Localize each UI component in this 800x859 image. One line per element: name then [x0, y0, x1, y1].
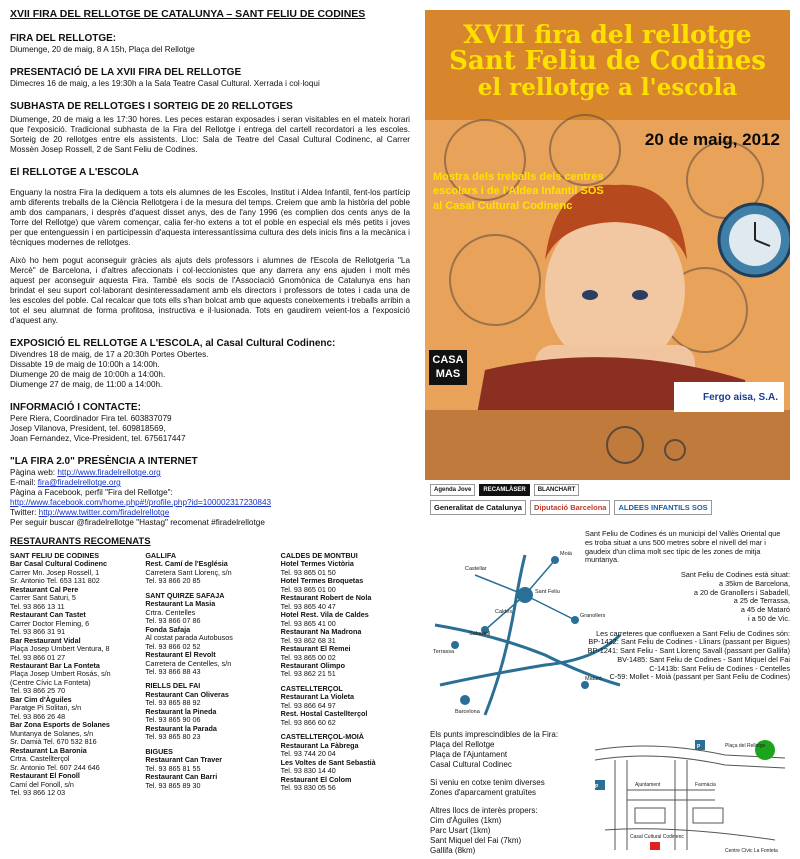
roads-block — [585, 630, 790, 683]
restaurant-name: Bar Restaurant Vidal — [10, 635, 81, 645]
twitter-line — [10, 508, 410, 518]
poster-subtitle-line: Mostra dels treballs dels centres — [433, 171, 604, 183]
restaurant-detail: Carretera de Centelles, s/n — [145, 658, 232, 668]
sponsor-logo: RECAMLÀSER — [479, 484, 529, 496]
situat-block — [585, 571, 790, 624]
escola-paragraph-2: Això ho hem pogut aconseguir gràcies als ajuts dels professors i alumnes de l'Escola de Rellotgeria "La Mercè" de Barcelona, i d'altres afeccionats i col·leccionistes que any darrera any ens ajuden i molt més aquest per aconseguir aquesta Fira. També els socis de l'Associació Gnomònica de Catalunya ens han brindat el seu suport col·laborant desinteressadament amb els directors i professors de totes i cada una de les escoles del poble. Cal recalcar que tots ells s'han bolcat amb que aquests coneixements i treballs arribin a tot el seu alumnat de forma profitosa, instructiva e il·lusionada. Tots en gaudirem veient-los a l'exposició d'aquest any. — [10, 255, 410, 325]
map-label: Granollers — [580, 613, 606, 619]
restaurant-name: Restaurant Can Traver — [145, 755, 223, 765]
restaurant-detail: Carrer Doctor Fleming, 6 — [10, 618, 90, 628]
restaurant-detail: Tel. 93 866 26 48 — [10, 711, 66, 721]
map-label: Ajuntament — [635, 782, 661, 788]
restaurant-name: Les Voltes de Sant Sebastià — [280, 757, 376, 767]
restaurant-detail: Tel. 93 866 25 70 — [10, 686, 66, 696]
document-text-column — [10, 8, 410, 856]
contacte-line: Joan Fernandez, Vice-President, tel. 675617447 — [10, 433, 186, 443]
restaurant-name: Restaurant Can Tastet — [10, 610, 86, 620]
web-link[interactable]: http://www.firadelrellotge.org — [57, 468, 161, 478]
twitter-label: Twitter: — [10, 508, 39, 518]
lloc-item: Cim d'Àguiles (1km) — [430, 816, 502, 825]
restaurant-detail: Tel. 93 830 05 56 — [280, 783, 336, 793]
restaurants-heading: RESTAURANTS RECOMENATS — [10, 536, 151, 548]
restaurant-name: Restaurant La Baronia — [10, 745, 87, 755]
restaurant-detail: Tel. 93 862 68 31 — [280, 635, 336, 645]
restaurant-town: GALLIFA — [145, 550, 177, 560]
restaurant-detail: Tel. 93 865 01 00 — [280, 584, 336, 594]
restaurant-detail: Crtra. Castellterçol — [10, 754, 70, 764]
email-link[interactable]: fira@firadelrellotge.org — [37, 478, 121, 488]
parking-label: P — [595, 784, 599, 790]
road-line: BP-1241: Sant Feliu - Sant Llorenç Savall (passant per Gallifa) — [587, 646, 790, 655]
sponsor-logo: ALDEES INFANTILS SOS — [614, 500, 711, 515]
restaurant-town: CASTELLTERÇOL — [280, 683, 343, 693]
restaurant-name: Restaurant Cal Pere — [10, 584, 79, 594]
restaurant-detail: Muntanya de Solanes, s/n — [10, 728, 94, 738]
exposicio-line: Dissabte 19 de maig de 10:00h a 14:00h. — [10, 359, 160, 369]
restaurants-column — [10, 552, 139, 798]
restaurant-name: Rest. Camí de l'Església — [145, 559, 228, 569]
map-label: Caldes — [495, 609, 513, 615]
restaurant-detail: Tel. 93 865 89 30 — [145, 780, 201, 790]
restaurant-detail: Al costat parada Autobusos — [145, 633, 233, 643]
map-label: Sant Feliu — [535, 589, 560, 595]
restaurant-town: CALDES DE MONTBUI — [280, 550, 358, 560]
llocs-heading: Altres llocs de interès propers: — [430, 806, 538, 815]
restaurant-detail: (Centre Cívic La Fonteta) — [10, 677, 91, 687]
roads-heading: Les carreteres que confluexen a Sant Feliu de Codines són: — [596, 628, 790, 638]
restaurant-town: SANT FELIU DE CODINES — [10, 550, 100, 560]
poster-image — [425, 10, 790, 480]
restaurant-town: CASTELLTERÇOL-MOIÀ — [280, 732, 364, 742]
map-label: Sabadell — [469, 631, 491, 637]
restaurant-detail: Plaça Josep Umbert Rosás, s/n — [10, 669, 111, 679]
fira-point: Plaça de l'Ajuntament — [430, 750, 508, 759]
map-label: Casal Cultural Codinenc — [630, 834, 684, 840]
lloc-item: Parc Usart (1km) — [430, 826, 491, 835]
escola-heading: El RELLOTGE A L'ESCOLA — [10, 167, 139, 179]
exposicio-line: Divendres 18 de maig, de 17 a 20:30h Portes Obertes. — [10, 349, 209, 359]
restaurant-name: Hotel Termes Victòria — [280, 559, 354, 569]
map-label: Mataró — [585, 676, 603, 682]
lloc-item: Sant Miquel del Fai (7km) — [430, 836, 522, 845]
restaurant-detail: Sr. Antonio Tel. 653 131 802 — [10, 576, 100, 586]
restaurant-detail: Tel. 93 865 90 06 — [145, 715, 201, 725]
map-label: Centre Cívic La Fonteta — [725, 848, 778, 854]
restaurants-columns — [10, 552, 410, 798]
restaurant-detail: Tel. 93 866 20 85 — [145, 576, 201, 586]
situat-line: a 35km de Barcelona, — [719, 578, 790, 588]
restaurant-name: Hotel Termes Broquetas — [280, 576, 364, 586]
situat-line: a 45 de Mataró — [740, 605, 790, 614]
map-label: Moià — [560, 551, 572, 557]
email-label: E-mail: — [10, 478, 38, 488]
restaurant-name: Restaurant El Fonoll — [10, 771, 80, 781]
presentacio-text: Dimecres 16 de maig, a les 19:30h a la Sala Teatre Casal Cultural. Xerrada i col·loqui — [10, 79, 320, 89]
subhasta-text: Diumenge, 20 de maig a les 17:30 hores. Les peces estaran exposades i seran visitables en el mateix horari que l'exposició. Tradicional subhasta de la Fira del Rellotge i entrega del cartell recordatori a les escoles. Sorteig de 20 rellotges entre els assistents. Lloc: Sala de Teatre del Casal Cultural Codinenc, al Carrer Mossèn Josep Rossell, 2 de Sant Feliu de Codines. — [10, 115, 410, 155]
situat-heading: Sant Feliu de Codines està situat: — [680, 570, 790, 579]
restaurant-detail: Tel. 93 865 00 02 — [280, 652, 336, 662]
restaurant-detail: Crtra. Centelles — [145, 607, 196, 617]
map-label: Plaça del Rellotge — [725, 743, 766, 749]
restaurant-name: Restaurant El Revolt — [145, 650, 216, 660]
restaurant-detail: Tel. 93 865 81 55 — [145, 763, 201, 773]
restaurant-detail: Tel. 93 866 31 91 — [10, 627, 66, 637]
facebook-label: Pàgina a Facebook, perfil "Fira del Rellotge": — [10, 488, 173, 498]
restaurant-detail: Tel. 93 866 88 43 — [145, 666, 201, 676]
restaurant-name: Bar Zona Esports de Solanes — [10, 720, 110, 730]
restaurant-name: Restaurant Olimpo — [280, 660, 345, 670]
map-marker-sant-feliu — [517, 587, 533, 603]
restaurant-detail: Tel. 93 866 13 11 — [10, 601, 65, 611]
restaurant-detail: Tel. 93 865 01 50 — [280, 567, 336, 577]
contacte-heading: INFORMACIÓ I CONTACTE: — [10, 401, 141, 413]
exposicio-line: Diumenge 27 de maig, de 11:00 a 14:00h. — [10, 379, 163, 389]
casa-mas-logo-line: CASA — [432, 354, 464, 366]
casal-marker — [650, 842, 660, 850]
restaurant-name: Restaurant la Pineda — [145, 706, 217, 716]
facebook-link[interactable]: http://www.facebook.com/home.php#!/profile.php?id=100002317230843 — [10, 498, 272, 508]
map-info — [585, 530, 790, 682]
restaurant-detail: Tel. 93 866 12 03 — [10, 788, 66, 798]
restaurant-detail: Tel. 93 865 41 00 — [280, 618, 336, 628]
exposicio-line: Diumenge 20 de maig de 10:00h a 14:00h. — [10, 369, 166, 379]
restaurant-name: Restaurant La Masia — [145, 599, 216, 609]
situat-line: a 20 de Granollers i Sabadell, — [693, 587, 790, 597]
map-label: Barcelona — [455, 709, 480, 715]
restaurant-name: Hotel Rest. Vila de Caldes — [280, 610, 369, 620]
sponsor-logos — [430, 484, 790, 534]
fira-heading: FIRA DEL RELLOTGE: — [10, 32, 117, 44]
restaurant-detail: Tel. 93 866 01 27 — [10, 652, 66, 662]
restaurant-detail: Carrer Mn. Josep Rossell, 1 — [10, 567, 100, 577]
poster-title-2: Sant Feliu de Codines — [449, 46, 766, 76]
map-label: Castellar — [465, 566, 487, 572]
poster-subtitle-line: escolars i de l'Aldea Infantil SOS — [433, 185, 604, 198]
sponsor-logo: Generalitat de Catalunya — [430, 500, 526, 515]
restaurants-column — [281, 552, 410, 798]
email-line — [10, 478, 410, 488]
road-line: C-1413b: Sant Feliu de Codines - Centelles — [649, 663, 790, 673]
restaurant-name: Restaurant El Remei — [280, 644, 351, 654]
restaurant-name: Restaurant Na Madrona — [280, 627, 362, 637]
road-line: C-59: Mollet - Moià (passant per Sant Feliu de Codines) — [609, 672, 790, 682]
sponsor-logo: BLANCHART — [534, 484, 580, 496]
web-label: Pàgina web: — [10, 468, 58, 478]
restaurant-detail: Tel. 93 862 21 51 — [280, 669, 336, 679]
restaurants-column — [145, 552, 274, 798]
map-label: Terrassa — [433, 649, 455, 655]
fira-text: Diumenge, 20 de maig, 8 A 15h, Plaça del Rellotge — [10, 44, 195, 54]
fira-extra: Zones d'aparcament gratuïtes — [430, 788, 537, 797]
restaurant-name: Restaurant la Parada — [145, 723, 217, 733]
fira-point: Casal Cultural Codinec — [430, 760, 512, 769]
road-line: BV-1485: Sant Feliu de Codines - Sant Miquel del Fai — [617, 654, 790, 664]
restaurant-detail: Sr. Antonio Tel. 607 244 646 — [10, 762, 100, 772]
restaurant-name: Bar Cim d'Àguiles — [10, 694, 72, 704]
poster-date: 20 de maig, 2012 — [644, 130, 780, 149]
twitter-link[interactable]: http://www.twitter.com/firadelrellotge — [38, 508, 170, 518]
restaurant-detail: Tel. 93 865 88 92 — [145, 698, 201, 708]
restaurant-detail: Sr. Damià Tel. 670 532 816 — [10, 737, 97, 747]
restaurant-detail: Plaça Josep Umbert Ventura, 8 — [10, 644, 110, 654]
restaurant-detail: Tel. 93 866 07 86 — [145, 616, 201, 626]
fira-points-heading: Els punts imprescindibles de la Fira: — [430, 730, 559, 739]
poster-subtitle-line: al Casal Cultural Codinenc — [433, 199, 573, 212]
restaurant-town: SANT QUIRZE SAFAJA — [145, 590, 225, 600]
restaurant-town: BIGUES — [145, 746, 173, 756]
restaurant-name: Restaurant El Colom — [280, 774, 352, 784]
restaurant-detail: Tel. 93 866 60 62 — [280, 717, 336, 727]
restaurant-detail: Tel. 93 865 40 47 — [280, 601, 336, 611]
fira-extra: Si veniu en cotxe tenim diverses — [430, 778, 545, 787]
fira-points — [430, 730, 575, 856]
restaurant-detail: Tel. 93 866 02 52 — [145, 641, 201, 651]
restaurant-detail: Paratge Pi Solitari, s/n — [10, 703, 82, 713]
restaurant-name: Restaurant La Fàbrega — [280, 740, 359, 750]
contacte-line: Pere Riera, Coordinador Fira tel. 603837079 — [10, 413, 172, 423]
document-title: XVII FIRA DEL RELLOTGE DE CATALUNYA – SANT FELIU DE CODINES — [10, 8, 366, 20]
lloc-item: Gallifa (8km) — [430, 846, 476, 855]
restaurant-detail: Carretera Sant Llorenç, s/n — [145, 567, 232, 577]
poster-title-3: el rellotge a l'escola — [477, 74, 738, 101]
subhasta-heading: SUBHASTA DE RELLOTGES I SORTEIG DE 20 RELLOTGES — [10, 101, 293, 113]
situat-line: i a 50 de Vic. — [747, 613, 790, 623]
restaurant-name: Fonda Safaja — [145, 624, 191, 634]
restaurant-detail: Tel. 93 744 20 04 — [280, 749, 336, 759]
poster-title-1: XVII fira del rellotge — [463, 20, 752, 49]
contacte-line: Josep Vilanova, President, tel. 609818569, — [10, 423, 166, 433]
restaurant-town: RIELLS DEL FAI — [145, 681, 201, 691]
restaurant-name: Restaurant Bar La Fonteta — [10, 660, 100, 670]
restaurant-detail: Camí del Fonoll, s/n — [10, 779, 74, 789]
restaurant-name: Bar Casal Cultural Codinenc — [10, 559, 108, 569]
restaurant-name: Restaurant Robert de Nola — [280, 593, 372, 603]
restaurant-detail: Carrer Sant Saturi, 5 — [10, 593, 76, 603]
restaurant-detail: Tel. 93 830 14 40 — [280, 766, 336, 776]
restaurant-name: Restaurant Can Barri — [145, 772, 218, 782]
restaurant-name: Restaurant Can Oliveras — [145, 689, 229, 699]
restaurant-detail: Tel. 93 866 64 97 — [280, 700, 336, 710]
internet-heading: "LA FIRA 2.0" PRESÈNCIA A INTERNET — [10, 455, 198, 467]
town-street-map — [575, 730, 790, 855]
hashtag-line: Per seguir buscar @firadelrellotge "Hastag" recomenat #firadelrellotge — [10, 518, 265, 528]
sponsor-logo: Agenda Jove — [430, 484, 475, 496]
casa-mas-logo-line: MAS — [435, 368, 461, 381]
intro-text: Sant Feliu de Codines és un municipi del Vallès Oriental que es troba situat a uns 500 metres sobre el nivell del mar i gaudeix d'un clima molt sec típic de les zones de mitja muntanya. — [585, 529, 781, 565]
map-label: Farmàcia — [695, 782, 716, 788]
fergo-aisa-logo: Fergo aisa, S.A. — [674, 382, 784, 412]
sponsor-logo: Diputació Barcelona — [530, 500, 611, 515]
casa-mas-logo — [429, 350, 467, 385]
poster-subtitle — [433, 170, 604, 213]
fira-point: Plaça del Rellotge — [430, 740, 495, 749]
exposicio-heading: EXPOSICIÓ EL RELLOTGE A L'ESCOLA, al Casal Cultural Codinenc: — [10, 337, 336, 349]
presentacio-heading: PRESENTACIÓ DE LA XVII FIRA DEL RELLOTGE — [10, 66, 242, 78]
restaurant-detail: Tel. 93 865 80 23 — [145, 732, 201, 742]
parking-label: P — [697, 744, 701, 750]
road-line: BP-1432: Sant Feliu de Codines - Llinars (passant per Bigues) — [588, 637, 790, 647]
escola-paragraph-1: Enguany la nostra Fira la dediquem a tots els alumnes de les Escoles, Institut i Aldea Infantil, fent-los partícip amb diferents treballs de la Ciència Rellotgera i de la mesura del temps. Creiem que amb la història del poble amb dos campanars, i desprès d'aquest disset anys, des de l'any 1996 (es complien dos cents anys de la Torre del Rellotge) que vàrem començar, calia fer-ho extens a tot el poble en especial els més petits i joves per que entenguessin i en participessin d'aquesta interessantíssima cultura des dels inicis fins a la mecànica i tècniques modernes de rellotges. — [10, 187, 410, 247]
situat-line: a 25 de Terrassa, — [733, 596, 790, 606]
web-line — [10, 468, 410, 478]
restaurant-name: Rest. Hostal Castellterçol — [280, 709, 368, 719]
restaurant-name: Restaurant La Violeta — [280, 692, 355, 702]
